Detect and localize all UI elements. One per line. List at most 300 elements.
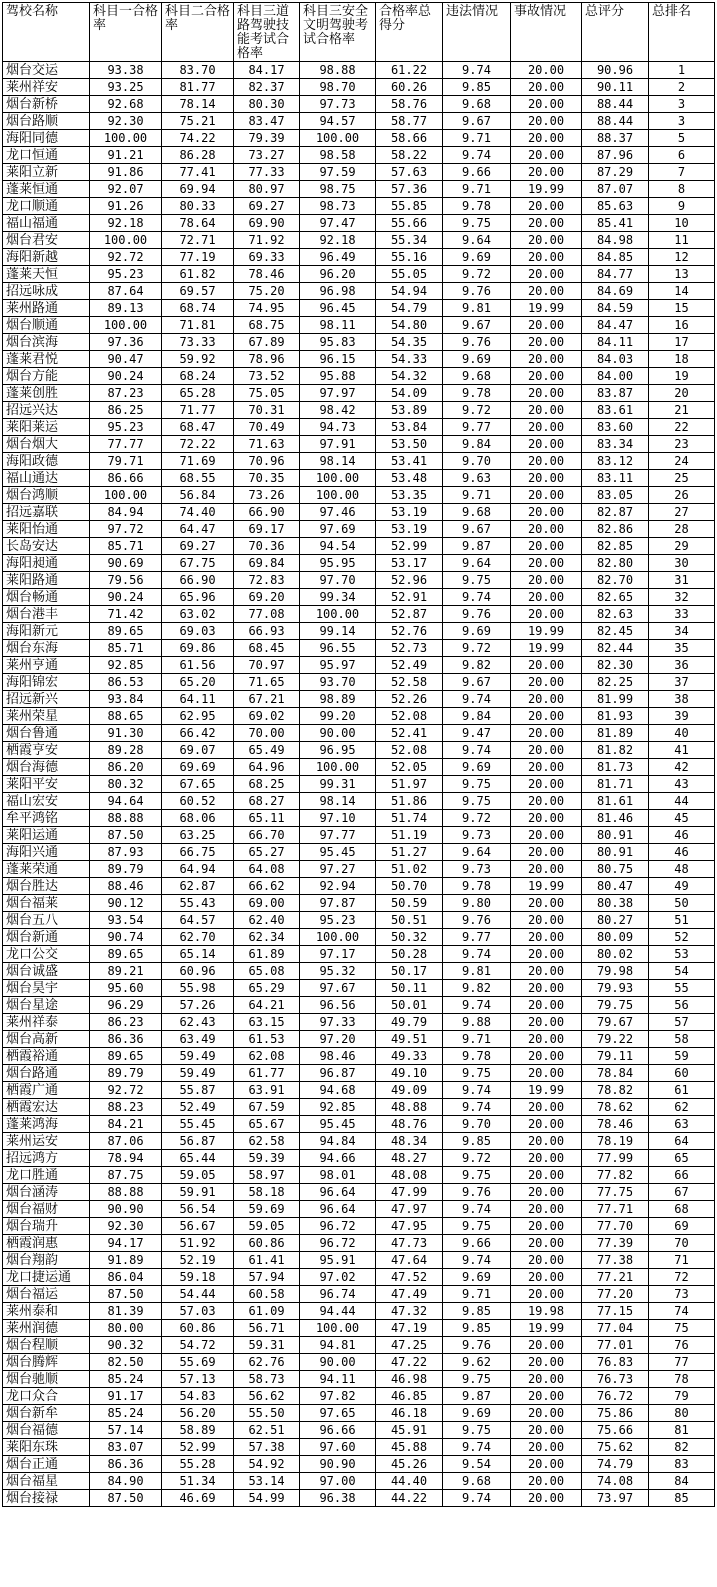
table-row xyxy=(3,1235,715,1252)
cell-pass-rate-total-score: 49.10 xyxy=(376,1065,443,1082)
cell-school-name: 烟台交运 xyxy=(3,62,90,79)
cell-school-name: 莱阳平安 xyxy=(3,776,90,793)
cell-subject1-pass-rate: 87.50 xyxy=(90,1490,162,1507)
cell-school-name: 莱州泰和 xyxy=(3,1303,90,1320)
cell-accidents: 20.00 xyxy=(511,708,582,725)
cell-subject2-pass-rate: 68.55 xyxy=(162,470,234,487)
table-row xyxy=(3,1014,715,1031)
cell-school-name: 烟台腾辉 xyxy=(3,1354,90,1371)
cell-accidents: 20.00 xyxy=(511,1167,582,1184)
cell-total-score: 77.75 xyxy=(582,1184,649,1201)
table-row xyxy=(3,912,715,929)
cell-school-name: 烟台福莱 xyxy=(3,895,90,912)
cell-subject3-safety-pass-rate: 94.84 xyxy=(300,1133,376,1150)
cell-school-name: 烟台新通 xyxy=(3,929,90,946)
table-row xyxy=(3,1473,715,1490)
cell-accidents: 20.00 xyxy=(511,249,582,266)
cell-pass-rate-total-score: 60.26 xyxy=(376,79,443,96)
cell-school-name: 海阳同德 xyxy=(3,130,90,147)
cell-violations: 9.74 xyxy=(443,1439,511,1456)
cell-subject3-safety-pass-rate: 100.00 xyxy=(300,1320,376,1337)
cell-pass-rate-total-score: 48.88 xyxy=(376,1099,443,1116)
cell-subject1-pass-rate: 88.46 xyxy=(90,878,162,895)
cell-violations: 9.74 xyxy=(443,742,511,759)
table-row xyxy=(3,436,715,453)
cell-subject3-road-pass-rate: 77.08 xyxy=(234,606,300,623)
cell-school-name: 蓬莱荣通 xyxy=(3,861,90,878)
table-row xyxy=(3,283,715,300)
cell-rank: 80 xyxy=(649,1405,715,1422)
cell-subject3-safety-pass-rate: 97.91 xyxy=(300,436,376,453)
cell-subject1-pass-rate: 91.89 xyxy=(90,1252,162,1269)
cell-rank: 26 xyxy=(649,487,715,504)
cell-rank: 49 xyxy=(649,878,715,895)
cell-subject2-pass-rate: 69.94 xyxy=(162,181,234,198)
cell-subject3-safety-pass-rate: 95.45 xyxy=(300,1116,376,1133)
cell-total-score: 83.60 xyxy=(582,419,649,436)
cell-subject3-road-pass-rate: 53.14 xyxy=(234,1473,300,1490)
cell-total-score: 76.72 xyxy=(582,1388,649,1405)
cell-total-score: 84.69 xyxy=(582,283,649,300)
cell-subject1-pass-rate: 100.00 xyxy=(90,487,162,504)
cell-violations: 9.75 xyxy=(443,793,511,810)
cell-subject3-safety-pass-rate: 96.66 xyxy=(300,1422,376,1439)
cell-pass-rate-total-score: 51.27 xyxy=(376,844,443,861)
cell-accidents: 20.00 xyxy=(511,521,582,538)
cell-violations: 9.75 xyxy=(443,1167,511,1184)
cell-subject3-safety-pass-rate: 95.83 xyxy=(300,334,376,351)
cell-pass-rate-total-score: 58.76 xyxy=(376,96,443,113)
cell-violations: 9.75 xyxy=(443,572,511,589)
cell-school-name: 烟台东海 xyxy=(3,640,90,657)
cell-rank: 13 xyxy=(649,266,715,283)
cell-total-score: 80.47 xyxy=(582,878,649,895)
cell-subject3-safety-pass-rate: 95.45 xyxy=(300,844,376,861)
table-row xyxy=(3,147,715,164)
cell-subject2-pass-rate: 72.22 xyxy=(162,436,234,453)
cell-subject1-pass-rate: 93.54 xyxy=(90,912,162,929)
cell-subject3-safety-pass-rate: 96.49 xyxy=(300,249,376,266)
table-row xyxy=(3,1252,715,1269)
cell-school-name: 海阳新越 xyxy=(3,249,90,266)
cell-pass-rate-total-score: 48.08 xyxy=(376,1167,443,1184)
cell-subject1-pass-rate: 87.64 xyxy=(90,283,162,300)
cell-subject2-pass-rate: 62.43 xyxy=(162,1014,234,1031)
table-row xyxy=(3,300,715,317)
cell-subject3-road-pass-rate: 66.70 xyxy=(234,827,300,844)
cell-subject3-road-pass-rate: 66.93 xyxy=(234,623,300,640)
cell-rank: 41 xyxy=(649,742,715,759)
cell-subject3-safety-pass-rate: 96.45 xyxy=(300,300,376,317)
cell-rank: 71 xyxy=(649,1252,715,1269)
cell-subject3-road-pass-rate: 83.47 xyxy=(234,113,300,130)
cell-subject3-safety-pass-rate: 96.72 xyxy=(300,1218,376,1235)
table-row xyxy=(3,232,715,249)
table-row xyxy=(3,62,715,79)
cell-school-name: 烟台胜达 xyxy=(3,878,90,895)
cell-violations: 9.77 xyxy=(443,419,511,436)
cell-violations: 9.76 xyxy=(443,912,511,929)
cell-subject2-pass-rate: 59.49 xyxy=(162,1065,234,1082)
cell-violations: 9.78 xyxy=(443,198,511,215)
cell-subject3-safety-pass-rate: 97.17 xyxy=(300,946,376,963)
table-row xyxy=(3,1388,715,1405)
cell-violations: 9.75 xyxy=(443,1218,511,1235)
cell-violations: 9.68 xyxy=(443,96,511,113)
cell-pass-rate-total-score: 47.49 xyxy=(376,1286,443,1303)
cell-total-score: 88.44 xyxy=(582,96,649,113)
cell-rank: 9 xyxy=(649,198,715,215)
cell-total-score: 78.19 xyxy=(582,1133,649,1150)
cell-subject2-pass-rate: 78.64 xyxy=(162,215,234,232)
cell-rank: 21 xyxy=(649,402,715,419)
cell-school-name: 龙口公交 xyxy=(3,946,90,963)
cell-subject1-pass-rate: 80.00 xyxy=(90,1320,162,1337)
cell-accidents: 20.00 xyxy=(511,1354,582,1371)
driving-school-ranking-table xyxy=(2,2,715,1507)
cell-rank: 44 xyxy=(649,793,715,810)
cell-accidents: 20.00 xyxy=(511,1456,582,1473)
cell-pass-rate-total-score: 47.52 xyxy=(376,1269,443,1286)
cell-rank: 84 xyxy=(649,1473,715,1490)
cell-subject3-road-pass-rate: 69.33 xyxy=(234,249,300,266)
cell-rank: 7 xyxy=(649,164,715,181)
cell-school-name: 烟台畅通 xyxy=(3,589,90,606)
cell-subject2-pass-rate: 64.47 xyxy=(162,521,234,538)
cell-subject3-safety-pass-rate: 90.90 xyxy=(300,1456,376,1473)
cell-accidents: 20.00 xyxy=(511,572,582,589)
cell-school-name: 龙口捷运通 xyxy=(3,1269,90,1286)
cell-total-score: 83.12 xyxy=(582,453,649,470)
cell-subject3-safety-pass-rate: 100.00 xyxy=(300,470,376,487)
cell-subject3-road-pass-rate: 57.38 xyxy=(234,1439,300,1456)
cell-accidents: 19.99 xyxy=(511,640,582,657)
cell-subject1-pass-rate: 78.94 xyxy=(90,1150,162,1167)
cell-accidents: 20.00 xyxy=(511,453,582,470)
cell-accidents: 20.00 xyxy=(511,674,582,691)
cell-pass-rate-total-score: 53.19 xyxy=(376,521,443,538)
cell-accidents: 20.00 xyxy=(511,1014,582,1031)
cell-violations: 9.68 xyxy=(443,368,511,385)
cell-subject2-pass-rate: 52.99 xyxy=(162,1439,234,1456)
cell-subject2-pass-rate: 66.90 xyxy=(162,572,234,589)
cell-subject3-road-pass-rate: 72.83 xyxy=(234,572,300,589)
cell-accidents: 20.00 xyxy=(511,759,582,776)
cell-total-score: 78.46 xyxy=(582,1116,649,1133)
cell-rank: 74 xyxy=(649,1303,715,1320)
cell-subject2-pass-rate: 55.45 xyxy=(162,1116,234,1133)
cell-accidents: 19.99 xyxy=(511,181,582,198)
cell-accidents: 20.00 xyxy=(511,538,582,555)
table-row xyxy=(3,1048,715,1065)
cell-rank: 79 xyxy=(649,1388,715,1405)
cell-subject3-safety-pass-rate: 95.97 xyxy=(300,657,376,674)
cell-total-score: 87.29 xyxy=(582,164,649,181)
cell-subject2-pass-rate: 80.33 xyxy=(162,198,234,215)
cell-subject3-road-pass-rate: 69.00 xyxy=(234,895,300,912)
cell-rank: 11 xyxy=(649,232,715,249)
table-row xyxy=(3,1371,715,1388)
cell-subject3-safety-pass-rate: 96.98 xyxy=(300,283,376,300)
cell-accidents: 20.00 xyxy=(511,810,582,827)
cell-subject1-pass-rate: 91.21 xyxy=(90,147,162,164)
cell-subject1-pass-rate: 91.30 xyxy=(90,725,162,742)
cell-violations: 9.64 xyxy=(443,232,511,249)
table-row xyxy=(3,1184,715,1201)
table-row xyxy=(3,79,715,96)
cell-subject2-pass-rate: 58.89 xyxy=(162,1422,234,1439)
cell-accidents: 20.00 xyxy=(511,317,582,334)
cell-school-name: 莱阳运通 xyxy=(3,827,90,844)
cell-school-name: 海阳新元 xyxy=(3,623,90,640)
table-row xyxy=(3,1354,715,1371)
cell-pass-rate-total-score: 55.85 xyxy=(376,198,443,215)
cell-school-name: 烟台烟大 xyxy=(3,436,90,453)
cell-total-score: 84.11 xyxy=(582,334,649,351)
cell-school-name: 龙口顺通 xyxy=(3,198,90,215)
cell-subject3-road-pass-rate: 60.58 xyxy=(234,1286,300,1303)
cell-total-score: 80.02 xyxy=(582,946,649,963)
cell-subject3-road-pass-rate: 54.99 xyxy=(234,1490,300,1507)
cell-total-score: 78.62 xyxy=(582,1099,649,1116)
cell-pass-rate-total-score: 54.94 xyxy=(376,283,443,300)
cell-subject2-pass-rate: 63.25 xyxy=(162,827,234,844)
cell-pass-rate-total-score: 58.77 xyxy=(376,113,443,130)
cell-school-name: 烟台驰顺 xyxy=(3,1371,90,1388)
cell-subject3-safety-pass-rate: 95.88 xyxy=(300,368,376,385)
cell-accidents: 20.00 xyxy=(511,1048,582,1065)
cell-rank: 14 xyxy=(649,283,715,300)
cell-rank: 5 xyxy=(649,130,715,147)
cell-total-score: 77.04 xyxy=(582,1320,649,1337)
cell-subject2-pass-rate: 60.86 xyxy=(162,1320,234,1337)
cell-subject3-safety-pass-rate: 97.59 xyxy=(300,164,376,181)
cell-subject3-road-pass-rate: 78.46 xyxy=(234,266,300,283)
cell-pass-rate-total-score: 52.91 xyxy=(376,589,443,606)
cell-subject2-pass-rate: 61.56 xyxy=(162,657,234,674)
cell-school-name: 莱阳怡通 xyxy=(3,521,90,538)
cell-accidents: 20.00 xyxy=(511,1133,582,1150)
cell-subject1-pass-rate: 92.18 xyxy=(90,215,162,232)
table-row xyxy=(3,895,715,912)
cell-subject3-safety-pass-rate: 97.27 xyxy=(300,861,376,878)
cell-pass-rate-total-score: 55.16 xyxy=(376,249,443,266)
cell-total-score: 81.73 xyxy=(582,759,649,776)
cell-total-score: 79.22 xyxy=(582,1031,649,1048)
cell-pass-rate-total-score: 52.73 xyxy=(376,640,443,657)
cell-subject1-pass-rate: 92.72 xyxy=(90,1082,162,1099)
table-row xyxy=(3,470,715,487)
cell-subject2-pass-rate: 66.75 xyxy=(162,844,234,861)
cell-subject1-pass-rate: 92.85 xyxy=(90,657,162,674)
cell-subject3-road-pass-rate: 71.63 xyxy=(234,436,300,453)
cell-subject1-pass-rate: 97.72 xyxy=(90,521,162,538)
cell-accidents: 20.00 xyxy=(511,1286,582,1303)
cell-subject2-pass-rate: 69.27 xyxy=(162,538,234,555)
cell-subject3-road-pass-rate: 61.41 xyxy=(234,1252,300,1269)
cell-subject1-pass-rate: 91.26 xyxy=(90,198,162,215)
cell-subject1-pass-rate: 92.30 xyxy=(90,1218,162,1235)
cell-subject3-safety-pass-rate: 99.31 xyxy=(300,776,376,793)
cell-rank: 57 xyxy=(649,1014,715,1031)
cell-pass-rate-total-score: 51.02 xyxy=(376,861,443,878)
cell-subject1-pass-rate: 87.23 xyxy=(90,385,162,402)
cell-subject2-pass-rate: 54.72 xyxy=(162,1337,234,1354)
cell-school-name: 烟台翔韵 xyxy=(3,1252,90,1269)
cell-violations: 9.76 xyxy=(443,606,511,623)
cell-subject3-road-pass-rate: 80.30 xyxy=(234,96,300,113)
cell-violations: 9.82 xyxy=(443,980,511,997)
cell-total-score: 90.11 xyxy=(582,79,649,96)
cell-accidents: 20.00 xyxy=(511,266,582,283)
cell-subject3-road-pass-rate: 66.62 xyxy=(234,878,300,895)
cell-subject2-pass-rate: 63.02 xyxy=(162,606,234,623)
cell-rank: 29 xyxy=(649,538,715,555)
cell-accidents: 20.00 xyxy=(511,215,582,232)
cell-subject2-pass-rate: 56.87 xyxy=(162,1133,234,1150)
cell-rank: 60 xyxy=(649,1065,715,1082)
cell-subject1-pass-rate: 88.88 xyxy=(90,1184,162,1201)
cell-violations: 9.67 xyxy=(443,521,511,538)
cell-subject1-pass-rate: 85.24 xyxy=(90,1405,162,1422)
cell-pass-rate-total-score: 52.49 xyxy=(376,657,443,674)
cell-school-name: 蓬莱鸿海 xyxy=(3,1116,90,1133)
cell-subject2-pass-rate: 77.41 xyxy=(162,164,234,181)
cell-subject3-road-pass-rate: 56.71 xyxy=(234,1320,300,1337)
cell-pass-rate-total-score: 45.88 xyxy=(376,1439,443,1456)
cell-total-score: 84.03 xyxy=(582,351,649,368)
cell-subject3-safety-pass-rate: 98.89 xyxy=(300,691,376,708)
cell-total-score: 83.05 xyxy=(582,487,649,504)
cell-subject2-pass-rate: 51.34 xyxy=(162,1473,234,1490)
cell-pass-rate-total-score: 53.89 xyxy=(376,402,443,419)
cell-school-name: 龙口胜通 xyxy=(3,1167,90,1184)
cell-rank: 31 xyxy=(649,572,715,589)
cell-pass-rate-total-score: 46.18 xyxy=(376,1405,443,1422)
cell-rank: 35 xyxy=(649,640,715,657)
table-row xyxy=(3,1320,715,1337)
cell-school-name: 烟台方能 xyxy=(3,368,90,385)
cell-accidents: 20.00 xyxy=(511,334,582,351)
cell-school-name: 福山通达 xyxy=(3,470,90,487)
cell-subject2-pass-rate: 62.70 xyxy=(162,929,234,946)
cell-subject1-pass-rate: 88.65 xyxy=(90,708,162,725)
cell-subject3-road-pass-rate: 70.36 xyxy=(234,538,300,555)
cell-subject3-road-pass-rate: 65.11 xyxy=(234,810,300,827)
cell-subject2-pass-rate: 86.28 xyxy=(162,147,234,164)
cell-rank: 46 xyxy=(649,827,715,844)
cell-pass-rate-total-score: 48.27 xyxy=(376,1150,443,1167)
cell-rank: 81 xyxy=(649,1422,715,1439)
cell-rank: 20 xyxy=(649,385,715,402)
table-row xyxy=(3,589,715,606)
cell-subject1-pass-rate: 93.38 xyxy=(90,62,162,79)
cell-rank: 56 xyxy=(649,997,715,1014)
table-row xyxy=(3,130,715,147)
cell-total-score: 76.83 xyxy=(582,1354,649,1371)
cell-violations: 9.76 xyxy=(443,1337,511,1354)
cell-total-score: 78.82 xyxy=(582,1082,649,1099)
cell-accidents: 20.00 xyxy=(511,1269,582,1286)
cell-violations: 9.66 xyxy=(443,164,511,181)
cell-subject2-pass-rate: 59.91 xyxy=(162,1184,234,1201)
cell-subject3-road-pass-rate: 74.95 xyxy=(234,300,300,317)
cell-total-score: 79.75 xyxy=(582,997,649,1014)
cell-pass-rate-total-score: 61.22 xyxy=(376,62,443,79)
cell-subject3-road-pass-rate: 56.62 xyxy=(234,1388,300,1405)
cell-total-score: 85.63 xyxy=(582,198,649,215)
cell-rank: 39 xyxy=(649,708,715,725)
cell-pass-rate-total-score: 55.05 xyxy=(376,266,443,283)
cell-school-name: 龙口恒通 xyxy=(3,147,90,164)
cell-subject3-safety-pass-rate: 97.87 xyxy=(300,895,376,912)
cell-school-name: 莱州祥泰 xyxy=(3,1014,90,1031)
cell-total-score: 79.98 xyxy=(582,963,649,980)
cell-violations: 9.74 xyxy=(443,1490,511,1507)
cell-subject1-pass-rate: 90.69 xyxy=(90,555,162,572)
table-row xyxy=(3,810,715,827)
cell-subject3-safety-pass-rate: 98.88 xyxy=(300,62,376,79)
cell-total-score: 84.59 xyxy=(582,300,649,317)
cell-subject1-pass-rate: 89.65 xyxy=(90,623,162,640)
cell-pass-rate-total-score: 58.66 xyxy=(376,130,443,147)
cell-subject2-pass-rate: 65.28 xyxy=(162,385,234,402)
cell-subject3-safety-pass-rate: 94.11 xyxy=(300,1371,376,1388)
cell-subject3-road-pass-rate: 71.65 xyxy=(234,674,300,691)
cell-violations: 9.84 xyxy=(443,708,511,725)
cell-pass-rate-total-score: 52.08 xyxy=(376,742,443,759)
cell-subject3-safety-pass-rate: 97.67 xyxy=(300,980,376,997)
cell-accidents: 20.00 xyxy=(511,232,582,249)
cell-subject1-pass-rate: 94.17 xyxy=(90,1235,162,1252)
cell-total-score: 76.73 xyxy=(582,1371,649,1388)
cell-pass-rate-total-score: 54.33 xyxy=(376,351,443,368)
cell-subject2-pass-rate: 62.95 xyxy=(162,708,234,725)
cell-subject3-road-pass-rate: 73.27 xyxy=(234,147,300,164)
table-row xyxy=(3,351,715,368)
cell-rank: 3 xyxy=(649,113,715,130)
cell-total-score: 83.11 xyxy=(582,470,649,487)
cell-subject3-road-pass-rate: 69.20 xyxy=(234,589,300,606)
cell-accidents: 20.00 xyxy=(511,691,582,708)
cell-accidents: 20.00 xyxy=(511,827,582,844)
table-row xyxy=(3,1133,715,1150)
cell-total-score: 90.96 xyxy=(582,62,649,79)
cell-total-score: 84.00 xyxy=(582,368,649,385)
cell-accidents: 20.00 xyxy=(511,1031,582,1048)
table-row xyxy=(3,963,715,980)
cell-subject2-pass-rate: 78.14 xyxy=(162,96,234,113)
table-row xyxy=(3,980,715,997)
cell-rank: 48 xyxy=(649,861,715,878)
cell-violations: 9.64 xyxy=(443,844,511,861)
cell-total-score: 82.63 xyxy=(582,606,649,623)
cell-pass-rate-total-score: 51.74 xyxy=(376,810,443,827)
cell-violations: 9.71 xyxy=(443,1031,511,1048)
cell-subject3-road-pass-rate: 69.02 xyxy=(234,708,300,725)
table-row xyxy=(3,1167,715,1184)
cell-violations: 9.74 xyxy=(443,1099,511,1116)
cell-school-name: 烟台五八 xyxy=(3,912,90,929)
table-row xyxy=(3,606,715,623)
cell-subject2-pass-rate: 55.87 xyxy=(162,1082,234,1099)
cell-subject3-road-pass-rate: 75.20 xyxy=(234,283,300,300)
cell-rank: 17 xyxy=(649,334,715,351)
cell-rank: 52 xyxy=(649,929,715,946)
cell-subject3-safety-pass-rate: 98.14 xyxy=(300,453,376,470)
cell-rank: 76 xyxy=(649,1337,715,1354)
cell-school-name: 招远鸿方 xyxy=(3,1150,90,1167)
